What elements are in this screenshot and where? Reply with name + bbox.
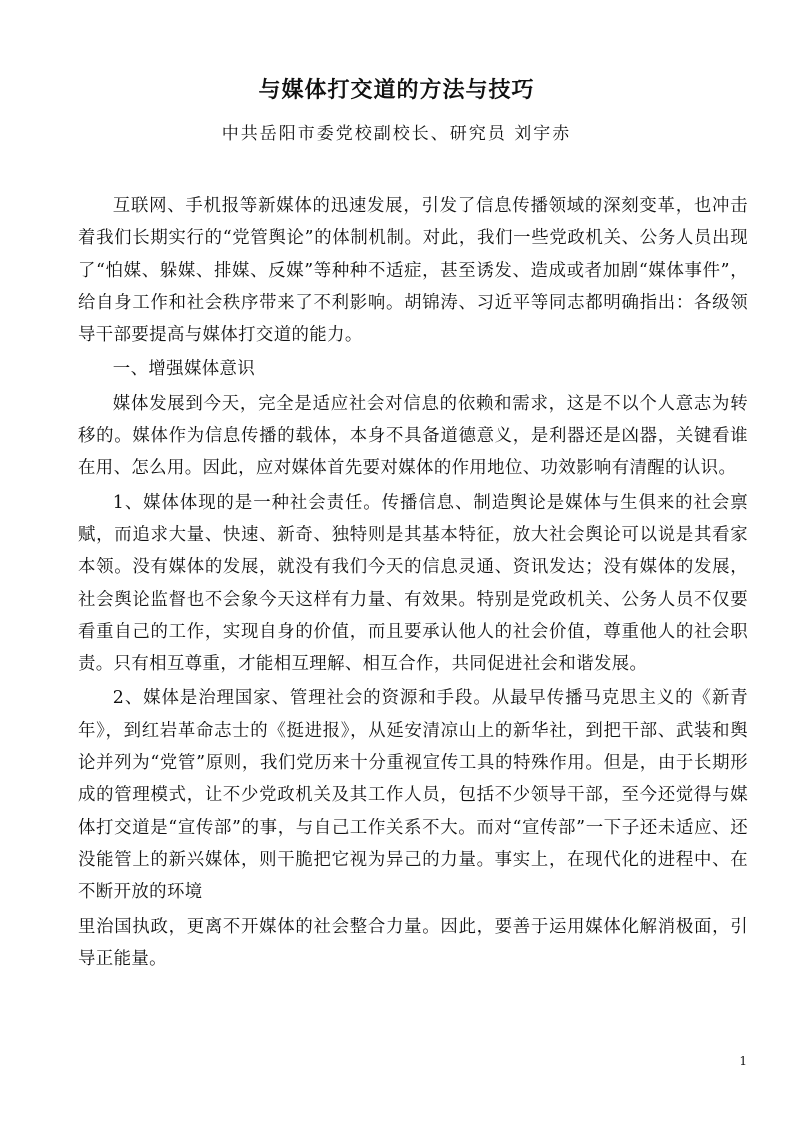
paragraph-media-awareness: 媒体发展到今天，完全是适应社会对信息的依赖和需求，这是不以个人意志为转移的。媒体作为信息传播的载体，本身不具备道德意义，是利器还是凶器，关键看谁在用、怎么用。因此，应对媒体首先要对媒体的作用地位、功效影响有清醒的认识。 [78,393,748,479]
paragraph-continuation: 里治国执政，更离不开媒体的社会整合力量。因此，要善于运用媒体化解消极面，引导正能量。 [78,916,748,969]
section-heading-1: 一、增强媒体意识 [112,359,256,380]
author-line: 中共岳阳市委党校副校长、研究员 刘宇赤 [221,124,572,144]
paragraph-intro: 互联网、手机报等新媒体的迅速发展，引发了信息传播领域的深刻变革，也冲击着我们长期实行的“党管舆论”的体制机制。对此，我们一些党政机关、公务人员出现了“怕媒、躲媒、排媒、反媒”等种种不适症，甚至诱发、造成或者加剧“媒体事件”，给自身工作和社会秩序带来了不利影响。胡锦涛、习近平等同志都明确指出：各级领导干部要提高与媒体打交道的能力。 [78,196,748,346]
paragraph-point-2: 2、媒体是治理国家、管理社会的资源和手段。从最早传播马克思主义的《新青年》，到红岩革命志士的《挺进报》，从延安清凉山上的新华社，到把干部、武装和舆论并列为“党管”原则，我们党历来十分重视宣传工具的特殊作用。但是，由于长期形成的管理模式，让不少党政机关及其工作人员，包括不少领导干部，至今还觉得与媒体打交道是“宣传部”的事，与自己工作关系不大。而对“宣传部”一下子还未适应、还没能管上的新兴媒体，则干脆把它视为异己的力量。事实上，在现代化的进程中、在不断开放的环境 [78,688,748,903]
paragraph-point-1: 1、媒体体现的是一种社会责任。传播信息、制造舆论是媒体与生俱来的社会禀赋，而追求大量、快速、新奇、独特则是其基本特征，放大社会舆论可以说是其看家本领。没有媒体的发展，就没有我们今天的信息灵通、资讯发达；没有媒体的发展，社会舆论监督也不会象今天这样有力量、有效果。特别是党政机关、公务人员不仅要看重自己的工作，实现自身的价值，而且要承认他人的社会价值，尊重他人的社会职责。只有相互尊重，才能相互理解、相互合作，共同促进社会和谐发展。 [78,492,748,675]
document-title: 与媒体打交道的方法与技巧 [258,77,535,103]
page-number: 1 [739,1054,747,1068]
document-body [78,190,748,975]
